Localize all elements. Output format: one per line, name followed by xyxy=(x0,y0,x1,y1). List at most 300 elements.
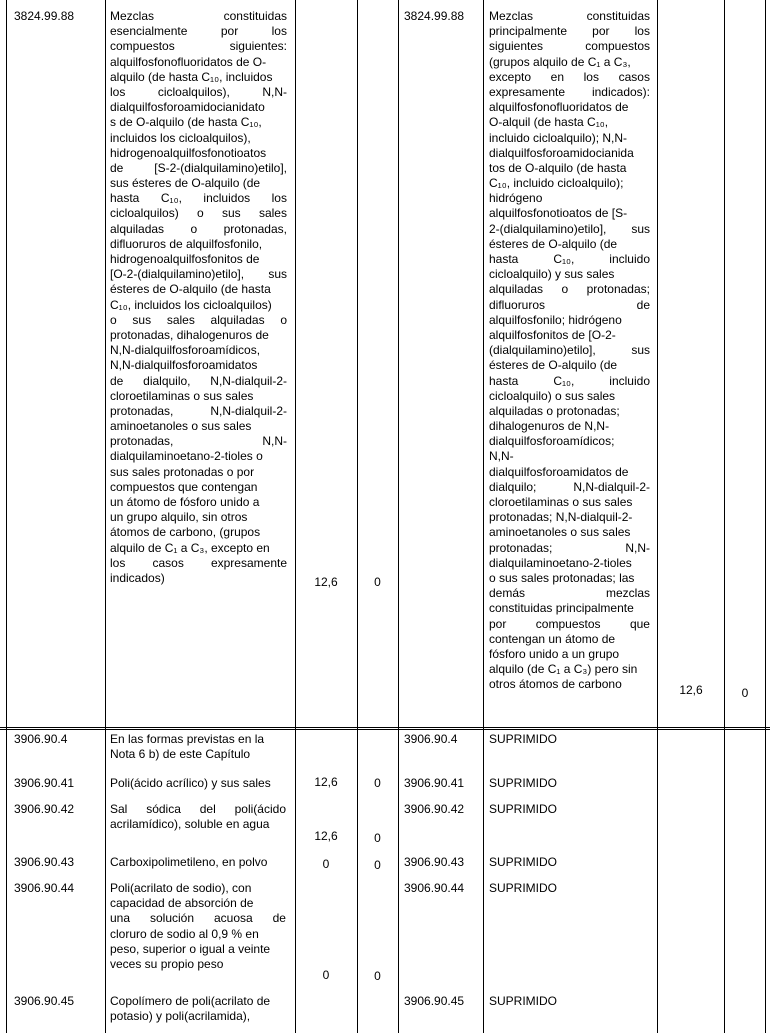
column-border xyxy=(357,0,358,1033)
text-word: peso, superior o igual a veinte xyxy=(110,941,271,956)
text-line xyxy=(110,389,287,404)
text-word: dialquilo, xyxy=(143,373,191,388)
status-text: SUPRIMIDO xyxy=(489,776,558,790)
text-line xyxy=(110,419,287,434)
text-line xyxy=(489,617,650,632)
text-line xyxy=(110,881,286,896)
text-word: por xyxy=(592,24,610,39)
text-word: alquilfosfonotioatos de [S- xyxy=(489,206,628,221)
text-line xyxy=(489,100,650,115)
text-line xyxy=(489,525,650,540)
text-word: aminoetanoles o sus sales xyxy=(489,525,631,540)
text-word: cloroetilaminas o sus sales xyxy=(110,388,254,403)
text-line xyxy=(489,404,650,419)
text-line xyxy=(110,942,286,957)
text-word: incluido xyxy=(609,252,650,266)
text-line xyxy=(110,556,287,571)
text-line xyxy=(489,662,650,677)
text-line xyxy=(110,206,287,221)
text-word: hasta xyxy=(489,252,519,266)
text-line xyxy=(489,358,650,373)
text-word: ésteres de O-alquilo (de xyxy=(489,236,618,251)
text-word: solución xyxy=(149,911,195,926)
text-word: (dialquilamino)etilo], xyxy=(489,343,596,358)
text-line xyxy=(489,647,650,662)
tariff-code: 3906.90.42 xyxy=(404,802,465,816)
text-word: demás xyxy=(489,586,526,601)
text-word: aminoetanoles o sus sales xyxy=(110,419,252,434)
column-border xyxy=(6,0,7,1033)
column-border xyxy=(398,0,399,1033)
text-word: o sus sales protonadas; las xyxy=(489,570,635,585)
text-word: otros átomos de carbono xyxy=(489,677,622,692)
text-line xyxy=(110,510,287,525)
text-word: de xyxy=(110,160,124,175)
text-line xyxy=(110,146,287,161)
column-border xyxy=(295,0,296,1033)
text-word: excepto xyxy=(489,69,532,84)
text-line xyxy=(110,465,287,480)
text-line xyxy=(110,298,287,313)
text-word: C₁₀, xyxy=(160,191,182,206)
text-word: sus xyxy=(221,206,241,221)
text-line xyxy=(110,374,287,389)
text-line xyxy=(110,191,287,206)
text-word: capacidad de absorción de xyxy=(110,896,254,911)
text-word: N,N- xyxy=(262,434,287,449)
text-word: fósforo unido a un grupo xyxy=(489,646,620,661)
text-word: indicados) xyxy=(110,570,165,585)
text-line xyxy=(110,100,287,115)
text-word: siguientes: xyxy=(229,39,287,54)
text-line xyxy=(110,70,287,85)
text-word: acuosa xyxy=(213,911,253,926)
text-word: dialquilfosforoamidocianidato xyxy=(110,100,265,115)
text-word: sus xyxy=(268,267,287,282)
tariff-code: 3906.90.43 xyxy=(14,855,75,869)
column-border xyxy=(105,0,106,1033)
text-word: sales xyxy=(166,312,195,327)
text-word: o xyxy=(280,312,287,327)
status-text: SUPRIMIDO xyxy=(489,855,558,869)
text-word: Mezclas xyxy=(489,9,534,23)
text-word: por xyxy=(220,24,239,39)
text-word: dialquilaminoetano-2-tioles xyxy=(489,555,632,570)
text-word: de xyxy=(110,373,124,388)
rate-value: 12,6 xyxy=(314,575,338,589)
rate-value: 12,6 xyxy=(314,829,338,843)
text-word: compuestos xyxy=(535,616,601,631)
text-word: de xyxy=(636,297,650,312)
text-word: los xyxy=(271,24,287,39)
text-word: alquiladas xyxy=(110,221,165,236)
text-line xyxy=(489,419,650,434)
text-line xyxy=(110,252,287,267)
text-word: potasio) xyxy=(110,1009,153,1024)
text-line xyxy=(110,434,287,449)
text-word: un átomo de fósforo unido a xyxy=(110,495,260,509)
text-word: N,N-dialquilfosforoamídicos, xyxy=(110,343,261,358)
text-word: contengan un átomo de xyxy=(489,631,616,646)
status-text: SUPRIMIDO xyxy=(489,881,558,895)
row-border xyxy=(0,729,770,730)
text-word: alquilfosfonofluoridatos de O- xyxy=(110,54,267,69)
column-border xyxy=(724,0,725,1033)
text-line xyxy=(489,556,650,571)
text-word: constituidas xyxy=(586,9,650,23)
tariff-code: 3906.90.42 xyxy=(14,802,75,816)
tariff-code: 3906.90.41 xyxy=(14,776,75,790)
text-word: alquiladas xyxy=(489,282,544,297)
text-word: alquilo de C₁ a C₃, excepto en xyxy=(110,540,270,555)
text-word: protonadas, xyxy=(110,434,174,449)
text-word: de xyxy=(272,911,286,926)
text-word: difluoruros xyxy=(489,297,546,312)
tariff-code: 3906.90.45 xyxy=(14,994,75,1008)
rate-value: 0 xyxy=(374,575,381,589)
rate-value: 12,6 xyxy=(314,775,338,789)
text-line xyxy=(489,298,650,313)
text-line xyxy=(110,802,286,817)
text-line xyxy=(489,495,650,510)
text-line xyxy=(489,237,650,252)
text-word: que xyxy=(629,616,650,631)
text-word: los xyxy=(110,555,126,570)
text-word: veces su propio peso xyxy=(110,956,224,971)
text-word: cicloalquilos), xyxy=(157,84,230,99)
text-line xyxy=(489,449,650,464)
text-line xyxy=(110,267,287,282)
text-word: alquilo (de C₁ a C₃) pero sin xyxy=(489,662,638,677)
row-description xyxy=(110,776,286,791)
tariff-code: 3906.90.43 xyxy=(404,855,465,869)
text-word: una xyxy=(110,911,131,926)
text-line xyxy=(110,911,286,926)
text-line xyxy=(110,313,287,328)
text-line xyxy=(489,510,650,525)
text-line xyxy=(110,358,287,373)
rate-value: 0 xyxy=(374,831,381,845)
text-word: alquiladas xyxy=(210,312,265,327)
text-word: los xyxy=(634,24,650,39)
text-word: en xyxy=(550,69,565,84)
text-line xyxy=(489,161,650,176)
text-word: incluidos los cicloalquilos), xyxy=(110,130,251,145)
text-line xyxy=(110,343,287,358)
text-line xyxy=(110,449,287,464)
text-line xyxy=(110,571,287,586)
text-word: alquiladas o protonadas; xyxy=(489,403,620,418)
text-word: sódica xyxy=(146,802,181,816)
text-word: expresamente xyxy=(210,555,287,570)
text-word: N,N- xyxy=(489,449,514,464)
text-word: dialquilaminoetano-2-tioles o xyxy=(110,449,263,464)
text-line xyxy=(489,222,650,237)
text-word: [O-2-(dialquilamino)etilo], xyxy=(110,267,245,282)
status-text: SUPRIMIDO xyxy=(489,802,558,816)
text-word: compuestos que contengan xyxy=(110,479,258,494)
text-word: expresamente xyxy=(489,84,566,99)
description-old xyxy=(110,9,287,586)
text-word: o xyxy=(561,282,569,297)
text-line xyxy=(110,541,287,556)
text-line xyxy=(110,927,286,942)
rate-value: 12,6 xyxy=(679,683,703,697)
text-word: N,N- xyxy=(262,84,287,99)
text-word: y xyxy=(156,1009,163,1024)
text-line xyxy=(489,374,650,389)
text-word: ésteres de O-alquilo (de xyxy=(489,358,618,373)
text-line xyxy=(110,115,287,130)
text-word: cicloalquilo) o sus sales xyxy=(489,388,616,403)
text-line xyxy=(110,161,287,176)
text-word: los xyxy=(110,84,126,99)
text-word: hidrogenoalquilfosfonitos de xyxy=(110,252,260,266)
text-word: difluoruros de alquilfosfonilo, xyxy=(110,236,263,251)
text-line xyxy=(489,343,650,358)
text-line xyxy=(489,541,650,556)
text-word: [S-2-(dialquilamino)etilo], xyxy=(154,160,287,175)
text-word: por xyxy=(489,616,507,631)
text-word: poli(ácido xyxy=(234,802,286,816)
text-word: indicados): xyxy=(591,84,650,99)
text-line xyxy=(110,480,287,495)
text-line xyxy=(110,817,286,832)
text-word: N,N-dialquil-2- xyxy=(210,403,287,418)
text-word: Sal xyxy=(110,802,128,816)
text-line xyxy=(489,252,650,267)
text-line xyxy=(110,328,287,343)
text-word: (grupos alquilo de C₁ a C₃, xyxy=(489,54,631,69)
text-line xyxy=(110,282,287,297)
text-word: O-alquil (de hasta C₁₀, xyxy=(489,115,609,130)
text-word: Poli(acrilato de sodio), con xyxy=(110,881,252,895)
text-line xyxy=(110,222,287,237)
text-line xyxy=(489,313,650,328)
tariff-code: 3906.90.4 xyxy=(404,732,458,746)
text-word: C₁₀, incluido cicloalquilo); xyxy=(489,176,624,191)
text-word: N,N-dialquilfosforoamidatos xyxy=(110,358,258,373)
text-word: protonadas, dihalogenuros de xyxy=(110,327,269,342)
text-word: cloruro de sodio al 0,9 % en xyxy=(110,926,259,941)
text-word: Mezclas xyxy=(110,9,155,23)
text-word: átomos de carbono, (grupos xyxy=(110,525,261,540)
column-border xyxy=(657,0,658,1033)
text-word: Copolímero de poli(acrilato de xyxy=(110,994,271,1008)
description-new xyxy=(489,9,650,692)
text-line xyxy=(489,39,650,54)
text-word: alquilfosfonilo; hidrógeno xyxy=(489,312,622,327)
text-word: alquilo (de hasta C₁₀, incluidos xyxy=(110,69,273,84)
text-word: casos xyxy=(618,69,650,84)
text-word: C₁₀, xyxy=(553,373,575,388)
text-word: o xyxy=(190,221,198,236)
row-border xyxy=(0,727,770,728)
text-word: cicloalquilos) xyxy=(110,206,179,221)
text-word: Nota 6 b) de este Capítulo xyxy=(110,747,251,762)
text-word: constituidas principalmente xyxy=(489,601,634,616)
rate-value: 0 xyxy=(322,968,330,982)
text-word: cicloalquilo) y sus sales xyxy=(489,267,615,282)
text-line xyxy=(110,896,286,911)
text-line xyxy=(489,632,650,647)
text-word: un grupo alquilo, sin otros xyxy=(110,510,248,525)
text-line xyxy=(489,571,650,586)
rate-value: 0 xyxy=(374,776,381,790)
text-word: hasta xyxy=(489,373,519,388)
text-line xyxy=(489,55,650,70)
text-line xyxy=(110,776,286,791)
text-word: protonadas; xyxy=(586,282,650,297)
text-word: protonadas, xyxy=(110,403,174,418)
text-word: sus xyxy=(631,221,650,236)
text-line xyxy=(110,732,286,747)
text-line xyxy=(489,480,650,495)
text-line xyxy=(489,176,650,191)
text-word: esencialmente xyxy=(110,24,188,39)
text-word: principalmente xyxy=(489,24,568,39)
text-word: hasta xyxy=(110,191,140,206)
text-line xyxy=(110,39,287,54)
column-border xyxy=(765,0,766,1033)
text-word: dialquilo; xyxy=(489,479,537,494)
text-word: protonadas; N,N-dialquil-2- xyxy=(489,510,633,525)
text-word: hidrogenoalquilfosfonotioatos xyxy=(110,145,267,160)
text-word: sales xyxy=(258,206,287,221)
text-word: C₁₀, incluidos los cicloalquilos) xyxy=(110,297,272,312)
rate-value: 0 xyxy=(741,686,749,700)
row-description xyxy=(110,732,286,762)
text-line xyxy=(110,85,287,100)
text-line xyxy=(489,206,650,221)
text-word: C₁₀, xyxy=(553,252,575,266)
text-word: cloroetilaminas o sus sales xyxy=(489,495,633,509)
text-word: protonadas, xyxy=(223,221,287,236)
status-text: SUPRIMIDO xyxy=(489,994,558,1008)
tariff-code: 3824.99.88 xyxy=(404,9,465,23)
text-word: incluido xyxy=(609,373,650,388)
text-word: sus xyxy=(132,312,152,327)
text-line xyxy=(110,525,287,540)
tariff-code: 3824.99.88 xyxy=(14,9,75,23)
text-line xyxy=(110,55,287,70)
tariff-code: 3906.90.45 xyxy=(404,994,465,1008)
text-word: dialquilfosforoamidatos de xyxy=(489,464,629,479)
text-line xyxy=(110,495,287,510)
text-line xyxy=(110,237,287,252)
text-line xyxy=(110,747,286,762)
text-word: Poli(ácido acrílico) y sus sales xyxy=(110,776,271,790)
rate-value: 0 xyxy=(374,858,381,872)
text-word: Carboxipolimetileno, en polvo xyxy=(110,855,268,869)
text-line xyxy=(110,176,287,191)
text-word: alquilfosfonitos de [O-2- xyxy=(489,327,616,342)
text-line xyxy=(489,586,650,601)
text-word: dihalogenuros de N,N- xyxy=(489,419,610,434)
status-text: SUPRIMIDO xyxy=(489,732,558,746)
text-line xyxy=(110,994,286,1009)
row-description xyxy=(110,881,286,972)
row-description xyxy=(110,802,286,832)
tariff-code: 3906.90.41 xyxy=(404,776,465,790)
rate-value: 0 xyxy=(322,857,330,871)
text-line xyxy=(110,1009,286,1024)
tariff-code: 3906.90.4 xyxy=(14,732,68,746)
text-word: del xyxy=(199,802,216,816)
tariff-code: 3906.90.44 xyxy=(14,881,75,895)
text-word: En las formas previstas en la xyxy=(110,732,265,746)
text-word: sus ésteres de O-alquilo (de xyxy=(110,176,261,191)
text-word: N,N-dialquil-2- xyxy=(573,479,650,494)
text-line xyxy=(489,389,650,404)
text-word: incluido cicloalquilo); N,N- xyxy=(489,130,628,145)
text-word: dialquilfosforoamidocianida xyxy=(489,145,634,160)
text-line xyxy=(110,957,286,972)
text-word: mezclas xyxy=(605,586,650,601)
text-line xyxy=(489,191,650,206)
text-word: o xyxy=(197,206,204,221)
text-line xyxy=(489,267,650,282)
text-word: tos de O-alquilo (de hasta xyxy=(489,160,627,175)
text-line xyxy=(489,434,650,449)
text-line xyxy=(489,328,650,343)
text-word: o xyxy=(110,312,117,327)
text-word: siguientes xyxy=(489,39,544,54)
text-line xyxy=(110,404,287,419)
text-word: los xyxy=(583,69,599,84)
tariff-code: 3906.90.44 xyxy=(404,881,465,895)
text-word: hidrógeno xyxy=(489,191,543,206)
rate-value: 0 xyxy=(374,969,381,983)
text-word: constituidas xyxy=(223,9,287,23)
text-line xyxy=(489,677,650,692)
text-word: N,N-dialquil-2- xyxy=(210,373,287,388)
text-line xyxy=(110,131,287,146)
text-line xyxy=(489,465,650,480)
text-word: casos xyxy=(152,555,184,570)
column-border xyxy=(483,0,484,1033)
text-line xyxy=(489,131,650,146)
text-line xyxy=(489,24,650,39)
text-word: protonadas; xyxy=(489,540,553,555)
text-word: acrilamídico), soluble en agua xyxy=(110,817,270,832)
text-line xyxy=(110,855,286,870)
text-line xyxy=(489,115,650,130)
text-word: los xyxy=(271,191,287,206)
text-line xyxy=(110,24,287,39)
text-word: sus xyxy=(631,343,650,358)
text-line xyxy=(489,601,650,616)
row-description xyxy=(110,855,286,870)
text-line xyxy=(489,85,650,100)
text-line xyxy=(489,282,650,297)
text-line xyxy=(489,146,650,161)
text-line xyxy=(110,9,287,24)
text-line xyxy=(489,70,650,85)
text-word: 2-(dialquilamino)etilo], xyxy=(489,221,607,236)
text-word: incluidos xyxy=(203,191,251,206)
text-word: s de O-alquilo (de hasta C₁₀, xyxy=(110,115,262,130)
text-word: poli(acrilamida), xyxy=(165,1009,251,1024)
text-word: compuestos xyxy=(110,39,175,54)
text-line xyxy=(489,9,650,24)
text-word: compuestos xyxy=(585,39,650,54)
row-description xyxy=(110,994,286,1024)
text-word: sus sales protonadas o por xyxy=(110,464,255,479)
text-word: N,N- xyxy=(625,540,650,555)
text-word: ésteres de O-alquilo (de hasta xyxy=(110,282,271,297)
text-word: dialquilfosforoamídicos; xyxy=(489,434,615,449)
